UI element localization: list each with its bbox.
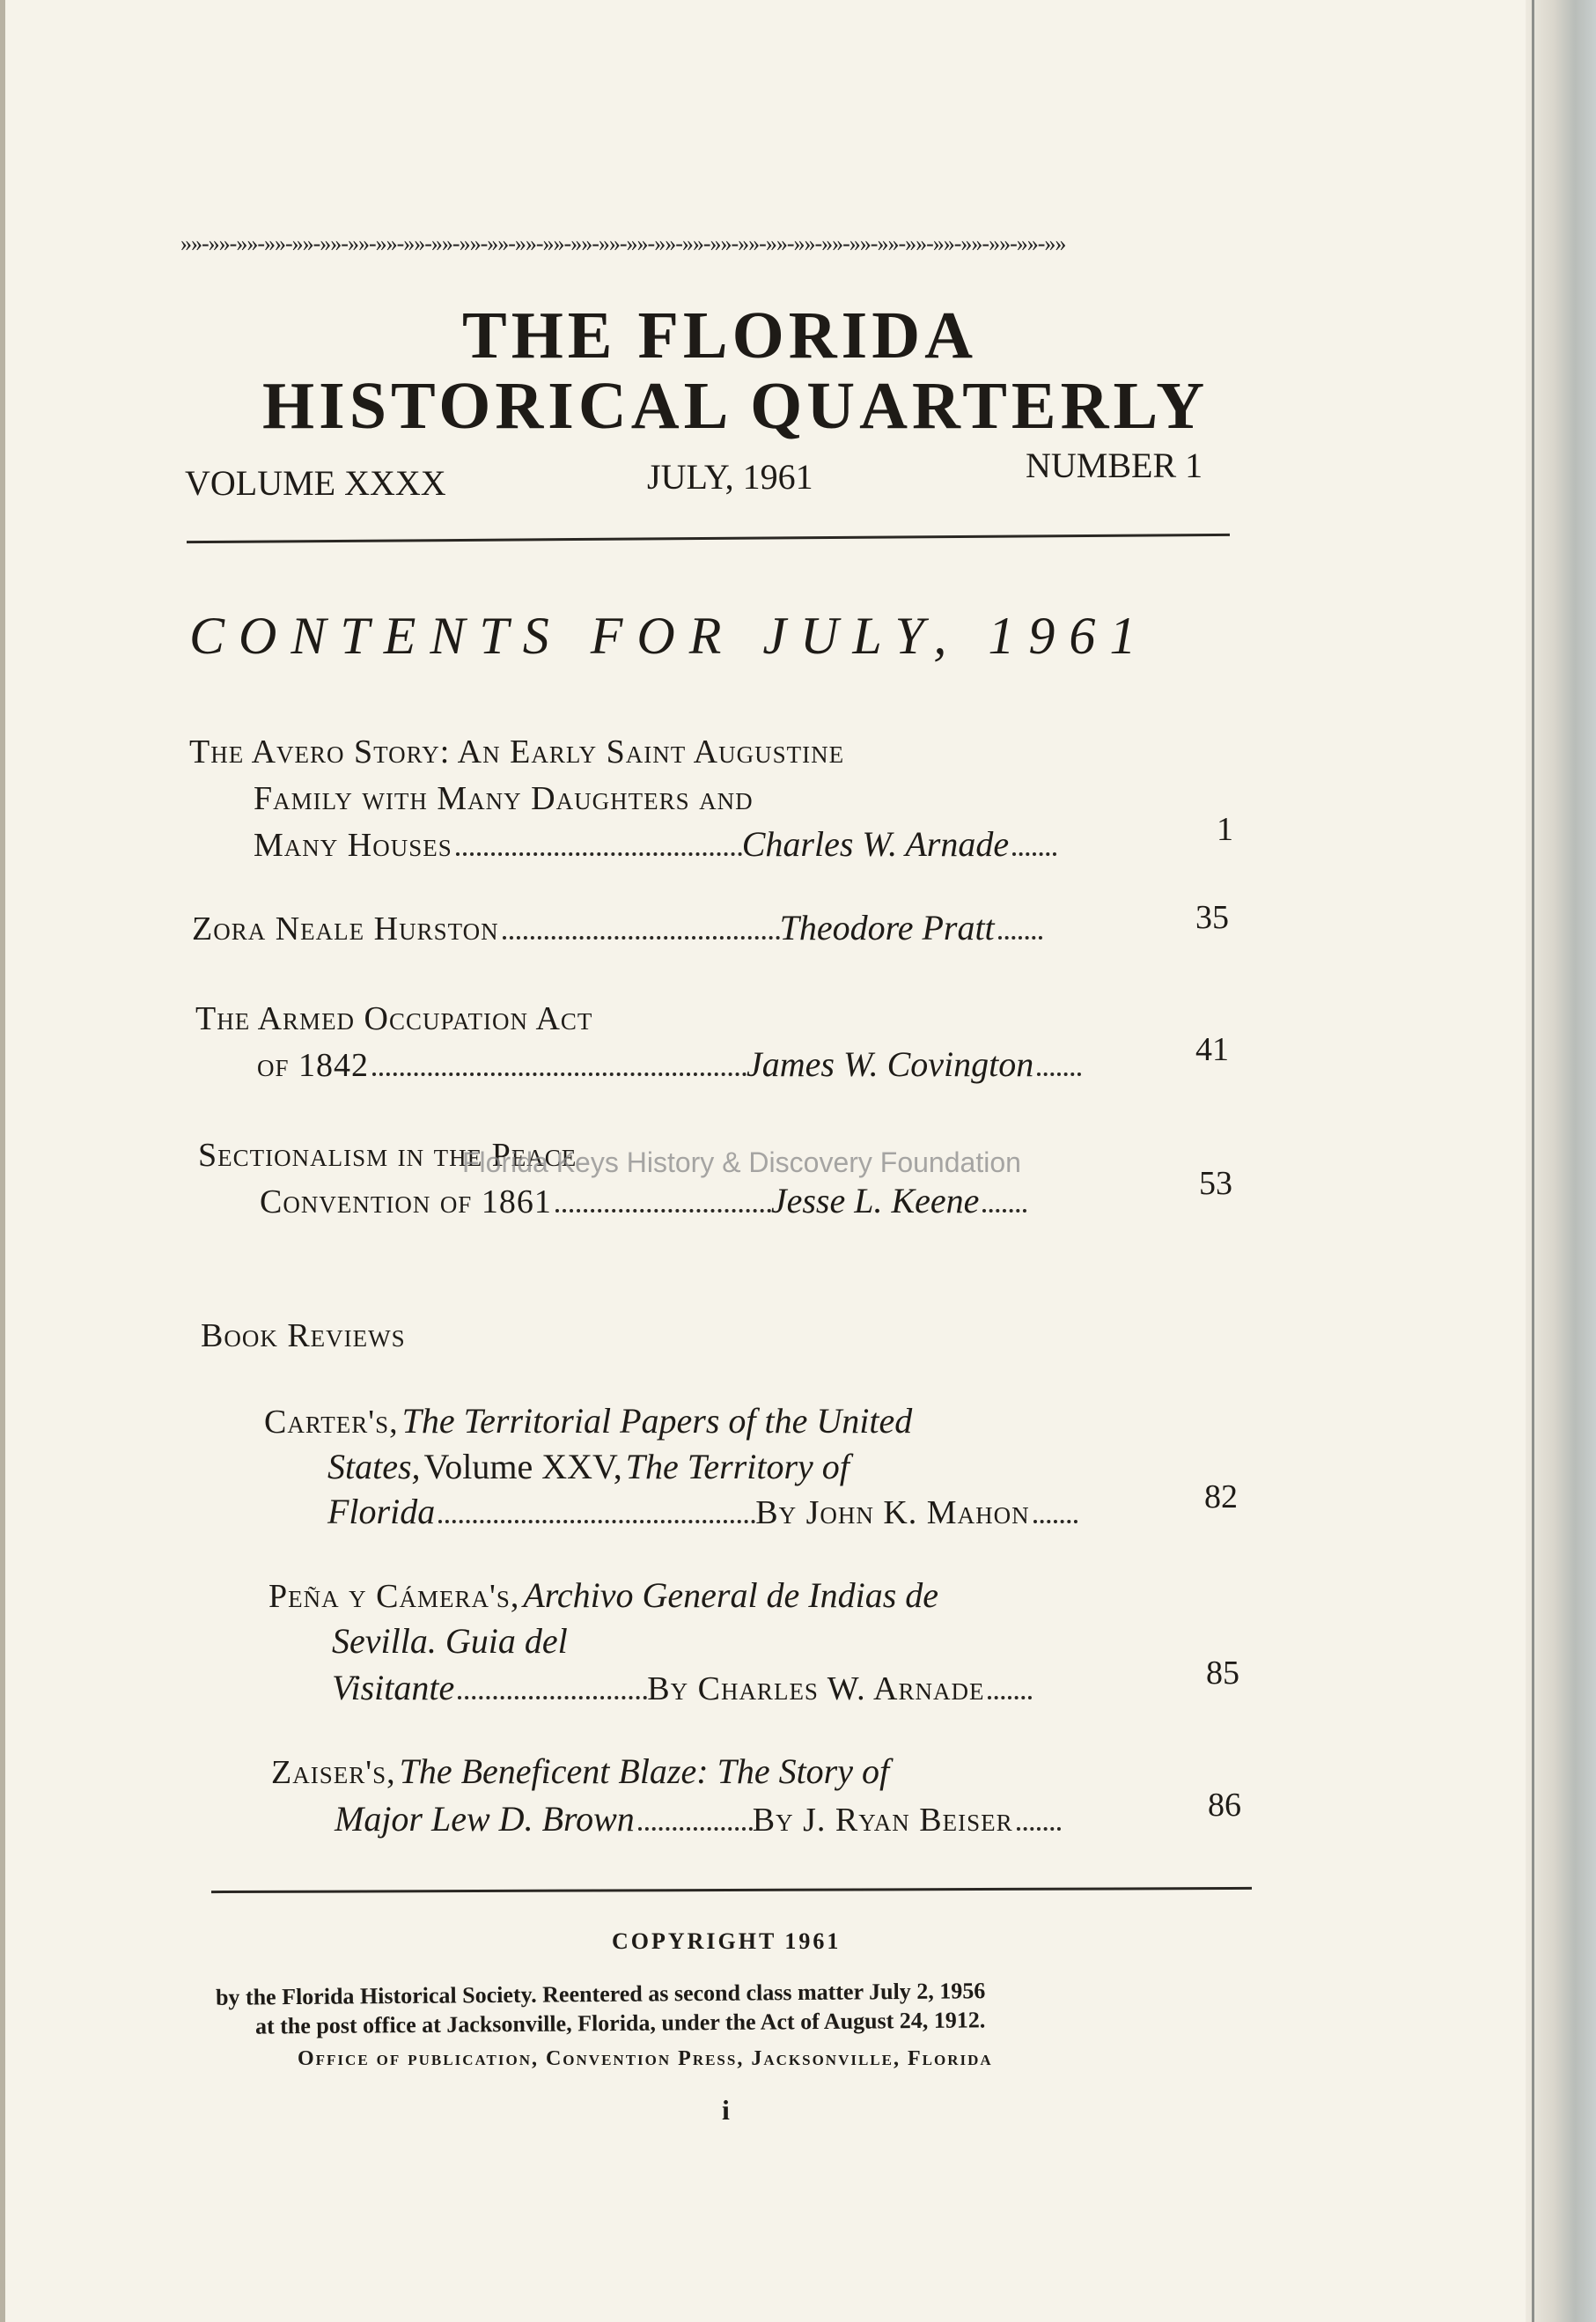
book-title-line: Major Lew D. Brown [335, 1799, 635, 1839]
reviewed-author: Zaiser's, [271, 1754, 396, 1791]
dot-leader [555, 1209, 771, 1213]
decorative-ornament-border: »»-»»-»»-»»-»»-»»-»»-»»-»»-»»-»»-»»-»»-»»-»»-»»-»»-»»-»»-»»-»»-»»-»»-»»-»»-»»-»»-»»-»»-»»-»»-»» [180, 231, 1066, 256]
dot-leader [372, 1073, 747, 1076]
book-title-part: States, [327, 1447, 421, 1486]
entry-author: James W. Covington [747, 1044, 1034, 1084]
page-left-edge [0, 0, 5, 2322]
entry-title-line: Family with Many Daughters and [254, 780, 754, 817]
dot-leader [1033, 1520, 1077, 1523]
book-title-line: The Beneficent Blaze: The Story of [399, 1751, 890, 1791]
copyright-heading: COPYRIGHT 1961 [612, 1928, 842, 1954]
book-title-line: Visitante [332, 1668, 455, 1707]
entry-page-number: 1 [1217, 811, 1233, 848]
entry-title-line: The Armed Occupation Act [195, 1000, 593, 1037]
title-line-2: HISTORICAL QUARTERLY [262, 369, 1210, 443]
review-page-number: 86 [1208, 1787, 1241, 1824]
reviewer: By J. Ryan Beiser [752, 1802, 1013, 1839]
entry-author: Jesse L. Keene [770, 1181, 980, 1220]
contents-heading: CONTENTS FOR JULY, 1961 [189, 607, 1151, 665]
dot-leader [982, 1209, 1026, 1213]
copyright-line: at the post office at Jacksonville, Florida, under the Act of August 24, 1912. [254, 2007, 986, 2039]
dot-leader [438, 1520, 755, 1523]
issue-date: JULY, 1961 [647, 457, 813, 497]
book-volume: Volume XXV, [423, 1447, 622, 1486]
page-folio: i [722, 2094, 730, 2126]
book-title-line: The Territorial Papers of the United [401, 1401, 913, 1441]
reviewed-author: Carter's, [264, 1404, 399, 1441]
footer-rule [211, 1887, 1252, 1893]
book-reviews-heading: Book Reviews [201, 1317, 406, 1354]
entry-title-line: Many Houses [254, 827, 452, 864]
dot-leader [1037, 1073, 1081, 1076]
entry-page-number: 53 [1199, 1165, 1232, 1202]
dot-leader [988, 1696, 1032, 1699]
dot-leader [1017, 1827, 1061, 1831]
reviewer: By Charles W. Arnade [647, 1670, 985, 1707]
entry-title-line: The Avero Story: An Early Saint Augustine [189, 733, 845, 770]
issue-number: NUMBER 1 [1026, 446, 1203, 485]
entry-author: Theodore Pratt [779, 908, 995, 947]
entry-page-number: 35 [1195, 899, 1229, 936]
dot-leader [456, 852, 742, 856]
dot-leader [458, 1696, 647, 1699]
dot-leader [503, 936, 780, 940]
publication-office: Office of publication, Convention Press, Jacksonville, Florida [298, 2047, 993, 2070]
entry-title-line: Zora Neale Hurston [192, 910, 499, 947]
book-title-line: Archivo General de Indias de [523, 1575, 939, 1615]
reviewed-author: Peña y Cámera's, [268, 1578, 520, 1615]
copyright-line: by the Florida Historical Society. Reentered as second class matter July 2, 1956 [215, 1978, 986, 2010]
header-rule [187, 534, 1230, 543]
volume-label: VOLUME XXXX [185, 463, 446, 503]
book-title-line: Florida [327, 1492, 436, 1531]
book-title-line: Sevilla. Guia del [332, 1621, 568, 1661]
review-page-number: 82 [1204, 1478, 1238, 1515]
entry-page-number: 41 [1195, 1031, 1229, 1068]
entry-title-line: Sectionalism in the Peace [198, 1137, 577, 1174]
entry-title-line: Convention of 1861 [260, 1183, 552, 1220]
entry-author: Charles W. Arnade [741, 824, 1010, 864]
reviewer: By John K. Mahon [755, 1494, 1030, 1531]
title-line-1: THE FLORIDA [462, 299, 977, 372]
book-spine [1526, 0, 1596, 2322]
spine-edge-line [1532, 0, 1534, 2322]
book-title-part: The Territory of [625, 1447, 849, 1486]
watermark-text: Florida Keys History & Discovery Foundation [462, 1146, 1021, 1178]
dot-leader [998, 936, 1042, 940]
dot-leader [1012, 852, 1056, 856]
entry-title-line: of 1842 [257, 1047, 370, 1084]
dot-leader [638, 1827, 753, 1831]
review-page-number: 85 [1206, 1655, 1239, 1692]
